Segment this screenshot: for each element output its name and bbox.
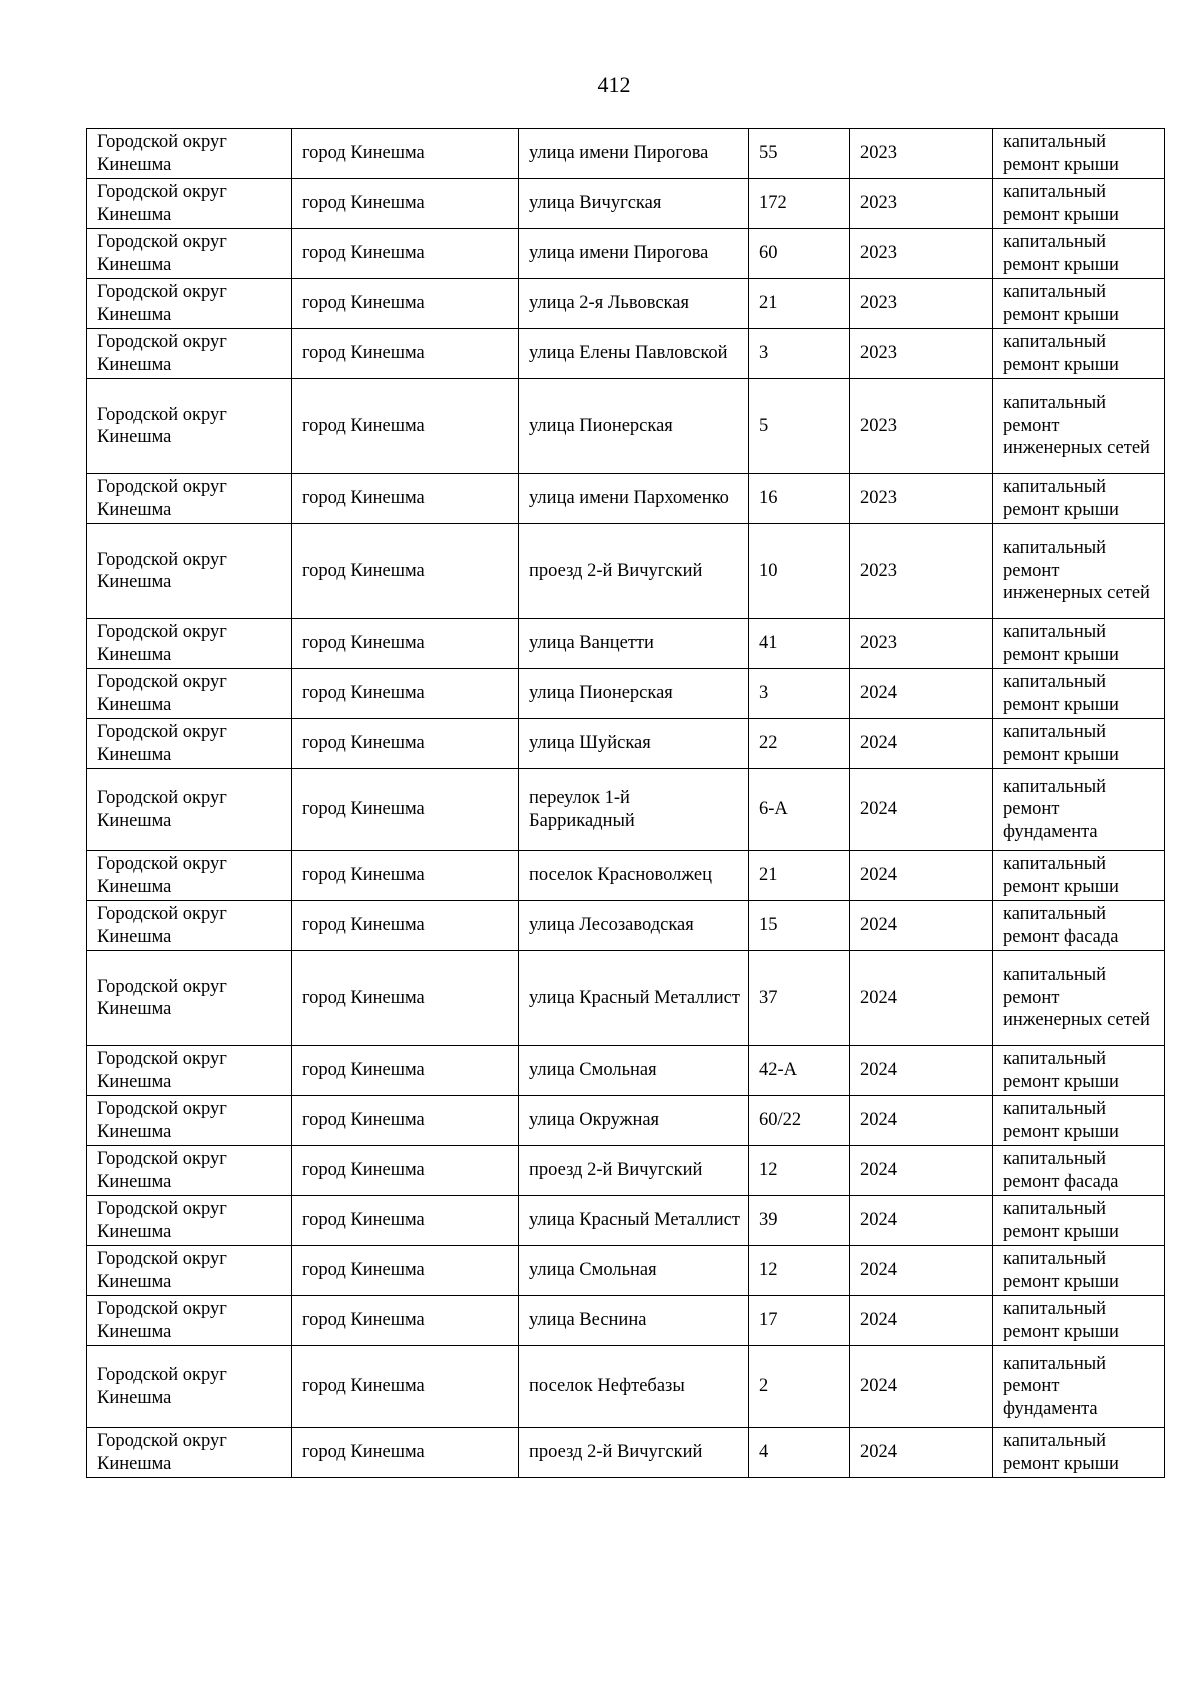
work-type-cell: капитальный ремонт крыши (993, 1246, 1165, 1296)
year-cell: 2024 (850, 719, 993, 769)
work-type-cell: капитальный ремонт крыши (993, 1428, 1165, 1478)
street-cell: улица Елены Павловской (519, 329, 749, 379)
house-number-cell: 60/22 (749, 1096, 850, 1146)
house-number-cell: 60 (749, 229, 850, 279)
table-row (87, 1296, 1165, 1346)
work-type-cell: капитальный ремонт крыши (993, 1046, 1165, 1096)
district-cell: Городской округ Кинешма (87, 179, 292, 229)
district-cell: Городской округ Кинешма (87, 1246, 292, 1296)
table-row (87, 329, 1165, 379)
work-type-cell: капитальный ремонт инженерных сетей (993, 524, 1165, 619)
settlement-cell: город Кинешма (292, 279, 519, 329)
settlement-cell: город Кинешма (292, 1296, 519, 1346)
house-number-cell: 172 (749, 179, 850, 229)
year-cell: 2024 (850, 1346, 993, 1428)
street-cell: улица Ванцетти (519, 619, 749, 669)
table-row (87, 524, 1165, 619)
street-cell: улица Красный Металлист (519, 1196, 749, 1246)
district-cell: Городской округ Кинешма (87, 229, 292, 279)
table-row (87, 951, 1165, 1046)
table-row (87, 1146, 1165, 1196)
district-cell: Городской округ Кинешма (87, 329, 292, 379)
street-cell: улица Шуйская (519, 719, 749, 769)
street-cell: улица Пионерская (519, 379, 749, 474)
street-cell: улица имени Пирогова (519, 129, 749, 179)
work-type-cell: капитальный ремонт крыши (993, 1296, 1165, 1346)
district-cell: Городской округ Кинешма (87, 279, 292, 329)
settlement-cell: город Кинешма (292, 1046, 519, 1096)
street-cell: переулок 1-й Баррикадный (519, 769, 749, 851)
table-row (87, 719, 1165, 769)
house-number-cell: 21 (749, 851, 850, 901)
street-cell: поселок Нефтебазы (519, 1346, 749, 1428)
street-cell: проезд 2-й Вичугский (519, 524, 749, 619)
district-cell: Городской округ Кинешма (87, 1196, 292, 1246)
settlement-cell: город Кинешма (292, 329, 519, 379)
street-cell: проезд 2-й Вичугский (519, 1428, 749, 1478)
street-cell: улица Смольная (519, 1246, 749, 1296)
work-type-cell: капитальный ремонт крыши (993, 179, 1165, 229)
settlement-cell: город Кинешма (292, 1146, 519, 1196)
district-cell: Городской округ Кинешма (87, 901, 292, 951)
work-type-cell: капитальный ремонт инженерных сетей (993, 951, 1165, 1046)
work-type-cell: капитальный ремонт крыши (993, 619, 1165, 669)
year-cell: 2024 (850, 901, 993, 951)
street-cell: улица Вичугская (519, 179, 749, 229)
district-cell: Городской округ Кинешма (87, 1146, 292, 1196)
work-type-cell: капитальный ремонт крыши (993, 851, 1165, 901)
district-cell: Городской округ Кинешма (87, 1296, 292, 1346)
year-cell: 2024 (850, 769, 993, 851)
district-cell: Городской округ Кинешма (87, 769, 292, 851)
district-cell: Городской округ Кинешма (87, 1346, 292, 1428)
settlement-cell: город Кинешма (292, 901, 519, 951)
table-row (87, 1196, 1165, 1246)
house-number-cell: 10 (749, 524, 850, 619)
settlement-cell: город Кинешма (292, 851, 519, 901)
year-cell: 2023 (850, 524, 993, 619)
work-type-cell: капитальный ремонт фасада (993, 1146, 1165, 1196)
house-number-cell: 39 (749, 1196, 850, 1246)
street-cell: улица Веснина (519, 1296, 749, 1346)
house-number-cell: 16 (749, 474, 850, 524)
table-row (87, 129, 1165, 179)
year-cell: 2024 (850, 669, 993, 719)
table-row (87, 279, 1165, 329)
settlement-cell: город Кинешма (292, 179, 519, 229)
work-type-cell: капитальный ремонт крыши (993, 1096, 1165, 1146)
district-cell: Городской округ Кинешма (87, 524, 292, 619)
district-cell: Городской округ Кинешма (87, 619, 292, 669)
house-number-cell: 5 (749, 379, 850, 474)
year-cell: 2024 (850, 1246, 993, 1296)
year-cell: 2024 (850, 1046, 993, 1096)
district-cell: Городской округ Кинешма (87, 1046, 292, 1096)
house-number-cell: 42-А (749, 1046, 850, 1096)
year-cell: 2023 (850, 379, 993, 474)
work-type-cell: капитальный ремонт крыши (993, 229, 1165, 279)
year-cell: 2024 (850, 1096, 993, 1146)
work-type-cell: капитальный ремонт крыши (993, 129, 1165, 179)
year-cell: 2023 (850, 474, 993, 524)
house-number-cell: 12 (749, 1246, 850, 1296)
settlement-cell: город Кинешма (292, 524, 519, 619)
settlement-cell: город Кинешма (292, 1428, 519, 1478)
table-row (87, 851, 1165, 901)
table-row (87, 379, 1165, 474)
work-type-cell: капитальный ремонт крыши (993, 1196, 1165, 1246)
table-row (87, 1428, 1165, 1478)
house-number-cell: 41 (749, 619, 850, 669)
work-type-cell: капитальный ремонт инженерных сетей (993, 379, 1165, 474)
table-row (87, 1346, 1165, 1428)
year-cell: 2023 (850, 279, 993, 329)
work-type-cell: капитальный ремонт фундамента (993, 1346, 1165, 1428)
settlement-cell: город Кинешма (292, 1196, 519, 1246)
year-cell: 2024 (850, 951, 993, 1046)
street-cell: улица Пионерская (519, 669, 749, 719)
work-type-cell: капитальный ремонт крыши (993, 329, 1165, 379)
street-cell: улица имени Пирогова (519, 229, 749, 279)
year-cell: 2024 (850, 1296, 993, 1346)
house-number-cell: 55 (749, 129, 850, 179)
settlement-cell: город Кинешма (292, 769, 519, 851)
table-row (87, 1046, 1165, 1096)
district-cell: Городской округ Кинешма (87, 669, 292, 719)
year-cell: 2024 (850, 1146, 993, 1196)
house-number-cell: 22 (749, 719, 850, 769)
year-cell: 2023 (850, 179, 993, 229)
house-number-cell: 12 (749, 1146, 850, 1196)
year-cell: 2023 (850, 229, 993, 279)
house-number-cell: 21 (749, 279, 850, 329)
district-cell: Городской округ Кинешма (87, 851, 292, 901)
street-cell: улица Смольная (519, 1046, 749, 1096)
house-number-cell: 2 (749, 1346, 850, 1428)
work-type-cell: капитальный ремонт крыши (993, 669, 1165, 719)
street-cell: улица имени Пархоменко (519, 474, 749, 524)
year-cell: 2024 (850, 1428, 993, 1478)
settlement-cell: город Кинешма (292, 719, 519, 769)
settlement-cell: город Кинешма (292, 951, 519, 1046)
work-type-cell: капитальный ремонт крыши (993, 279, 1165, 329)
table-row (87, 901, 1165, 951)
table-row (87, 229, 1165, 279)
year-cell: 2024 (850, 1196, 993, 1246)
street-cell: улица Окружная (519, 1096, 749, 1146)
settlement-cell: город Кинешма (292, 669, 519, 719)
table-row (87, 1246, 1165, 1296)
street-cell: улица Лесозаводская (519, 901, 749, 951)
table-row (87, 474, 1165, 524)
house-number-cell: 15 (749, 901, 850, 951)
house-number-cell: 4 (749, 1428, 850, 1478)
district-cell: Городской округ Кинешма (87, 129, 292, 179)
settlement-cell: город Кинешма (292, 1346, 519, 1428)
year-cell: 2023 (850, 329, 993, 379)
repair-schedule-table (86, 128, 1165, 1478)
street-cell: поселок Красноволжец (519, 851, 749, 901)
work-type-cell: капитальный ремонт крыши (993, 474, 1165, 524)
settlement-cell: город Кинешма (292, 1246, 519, 1296)
year-cell: 2023 (850, 619, 993, 669)
district-cell: Городской округ Кинешма (87, 1428, 292, 1478)
settlement-cell: город Кинешма (292, 379, 519, 474)
year-cell: 2024 (850, 851, 993, 901)
settlement-cell: город Кинешма (292, 474, 519, 524)
street-cell: улица 2-я Львовская (519, 279, 749, 329)
table-row (87, 1096, 1165, 1146)
house-number-cell: 17 (749, 1296, 850, 1346)
house-number-cell: 6-А (749, 769, 850, 851)
settlement-cell: город Кинешма (292, 229, 519, 279)
settlement-cell: город Кинешма (292, 1096, 519, 1146)
district-cell: Городской округ Кинешма (87, 1096, 292, 1146)
house-number-cell: 3 (749, 669, 850, 719)
work-type-cell: капитальный ремонт фасада (993, 901, 1165, 951)
work-type-cell: капитальный ремонт крыши (993, 719, 1165, 769)
table-row (87, 619, 1165, 669)
table-row (87, 669, 1165, 719)
district-cell: Городской округ Кинешма (87, 719, 292, 769)
page-number: 412 (597, 72, 631, 97)
street-cell: проезд 2-й Вичугский (519, 1146, 749, 1196)
street-cell: улица Красный Металлист (519, 951, 749, 1046)
table-row (87, 179, 1165, 229)
table-row (87, 769, 1165, 851)
settlement-cell: город Кинешма (292, 129, 519, 179)
settlement-cell: город Кинешма (292, 619, 519, 669)
house-number-cell: 37 (749, 951, 850, 1046)
district-cell: Городской округ Кинешма (87, 951, 292, 1046)
district-cell: Городской округ Кинешма (87, 474, 292, 524)
district-cell: Городской округ Кинешма (87, 379, 292, 474)
year-cell: 2023 (850, 129, 993, 179)
work-type-cell: капитальный ремонт фундамента (993, 769, 1165, 851)
house-number-cell: 3 (749, 329, 850, 379)
